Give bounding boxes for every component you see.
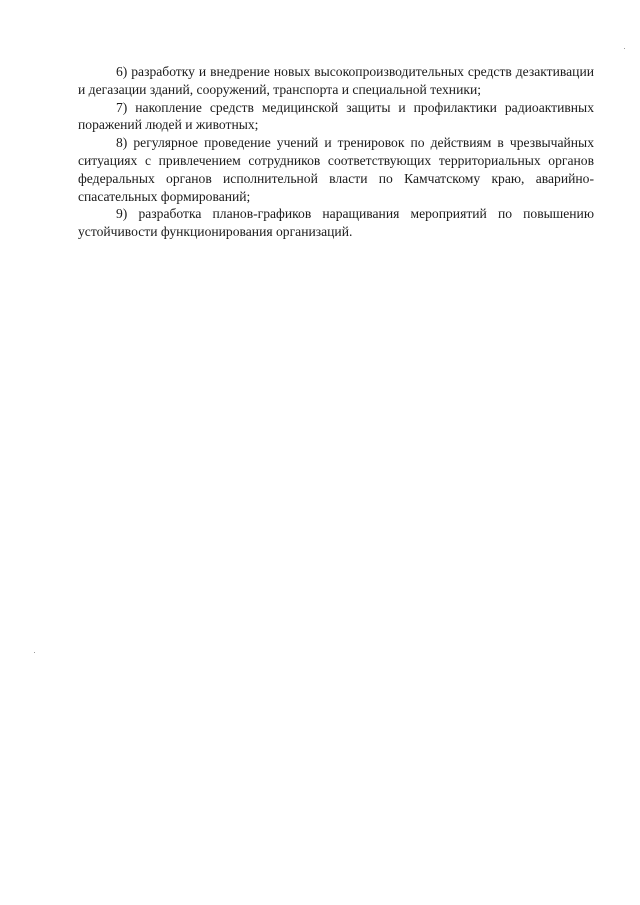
- scan-artifact-dot: [624, 48, 625, 49]
- list-item-7: 7) накопление средств медицинской защиты и профилактики радиоактивных поражений людей и животных;: [78, 99, 594, 133]
- list-item-9: 9) разработка планов-графиков наращивания мероприятий по повышению устойчивости функционирования организаций.: [78, 206, 594, 240]
- list-item-6: 6) разработку и внедрение новых высокопроизводительных средств дезактивации и дегазации зданий, сооружений, транспорта и специальной техники;: [78, 64, 594, 97]
- document-body: [78, 63, 594, 241]
- list-item-8: 8) регулярное проведение учений и тренировок по действиям в чрезвычайных ситуациях с привлечением сотрудников соответствующих территориальных органов федеральных органов исполнительной власти по Камчатскому краю, аварийно-спасательных формирований;: [78, 135, 594, 204]
- scan-artifact-dot: [34, 652, 35, 653]
